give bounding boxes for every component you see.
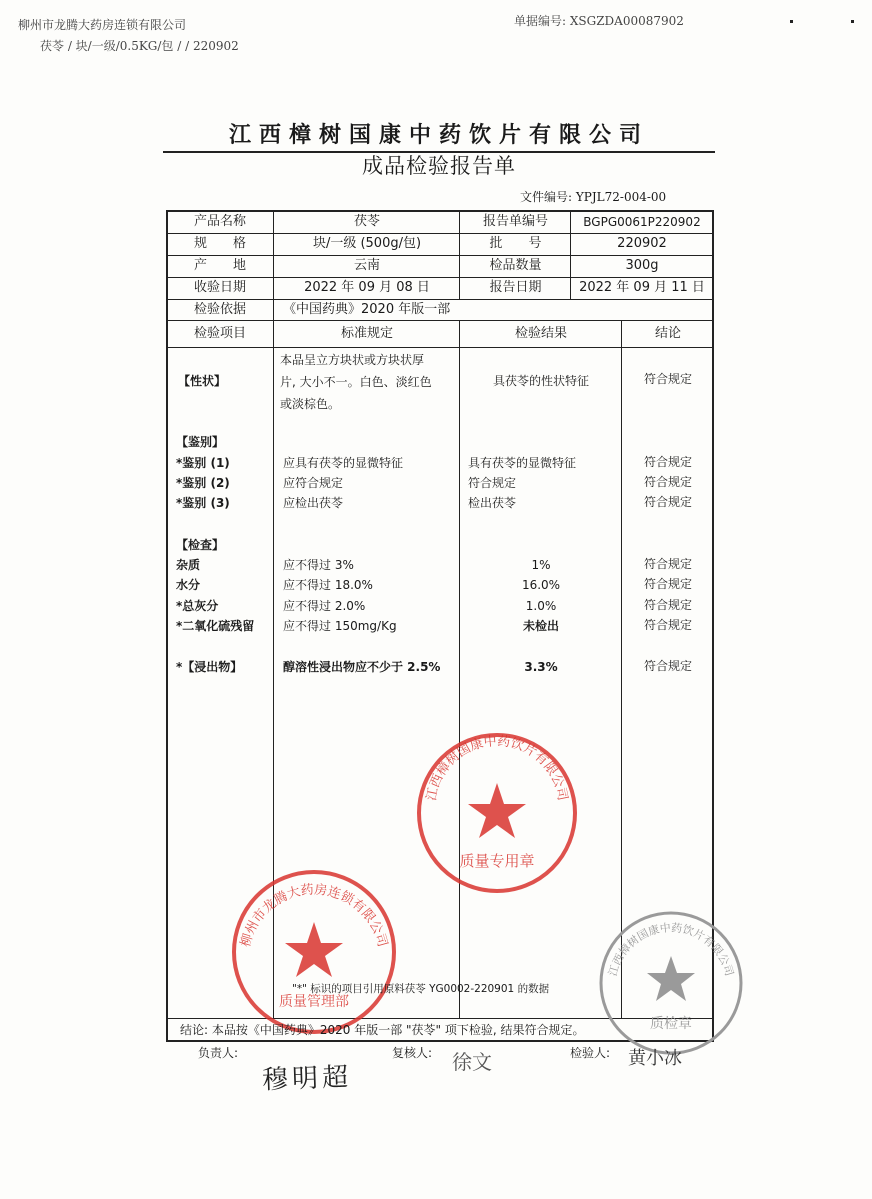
quantity-label: 检品数量 [489, 258, 542, 273]
table-row-standard: 醇溶性浸出物应不少于 2.5% [283, 660, 441, 674]
conclusion-text: 结论: 本品按《中国药典》2020 年版一部 "茯苓" 项下检验, 结果符合规定。 [180, 1023, 585, 1037]
report-date-label: 报告日期 [489, 280, 542, 295]
document-number: 单据编号: XSGZDA00087902 [514, 14, 684, 28]
table-row-conclusion: 符合规定 [643, 495, 692, 509]
table-row-conclusion: 符合规定 [643, 475, 692, 489]
origin-label: 产 地 [193, 258, 246, 273]
table-row-standard: 应不得过 150mg/Kg [283, 619, 397, 633]
report-title: 成品检验报告单 [362, 154, 516, 178]
table-row-result: 具有茯苓的显微特征 [468, 456, 577, 470]
inspection-seal [596, 908, 746, 1058]
column-header-item: 检验项目 [193, 326, 246, 341]
batch-value: 220902 [617, 236, 667, 251]
quality-seal [412, 728, 582, 898]
inspector-signature: 黄小冰 [628, 1048, 682, 1069]
table-row-conclusion: 符合规定 [643, 455, 692, 469]
product-line: 茯苓 / 块/一级/0.5KG/包 / / 220902 [40, 39, 239, 53]
report-number-value: BGPG0061P220902 [583, 215, 701, 229]
table-row-item: *鉴别 (3) [176, 496, 230, 510]
basis-label: 检验依据 [193, 302, 246, 317]
column-header-result: 检验结果 [514, 326, 567, 341]
table-row-standard: 应符合规定 [283, 476, 344, 490]
spec-value: 块/一级 (500g/包) [312, 236, 422, 251]
table-row-result: 检出茯苓 [468, 496, 517, 510]
distributor-name: 柳州市龙腾大药房连锁有限公司 [18, 18, 187, 32]
origin-value: 云南 [353, 258, 380, 273]
product-name-label: 产品名称 [193, 214, 246, 229]
table-row-result: 具茯苓的性状特征 [492, 374, 589, 388]
table-row-conclusion: 符合规定 [643, 372, 692, 386]
table-row-standard: 应不得过 18.0% [283, 578, 373, 592]
table-row-item: 【鉴别】 [176, 435, 225, 449]
table-row-item: *总灰分 [176, 599, 219, 613]
report-date-value: 2022 年 09 月 11 日 [579, 280, 705, 295]
table-row-standard: 本品呈立方块状或方块状厚 片, 大小不一。白色、淡红色 或淡棕色。 [280, 353, 432, 411]
spec-label: 规 格 [193, 236, 246, 251]
table-row-conclusion: 符合规定 [643, 598, 692, 612]
report-number-label: 报告单编号 [482, 214, 548, 229]
receive-date-label: 收验日期 [193, 280, 246, 295]
table-row-result: 符合规定 [468, 476, 517, 490]
product-name-value: 茯苓 [353, 214, 380, 229]
table-row-standard: 应不得过 2.0% [283, 599, 366, 613]
table-row-standard: 应不得过 3% [283, 558, 354, 572]
table-row-item: 水分 [176, 578, 201, 592]
table-row-item: *鉴别 (2) [176, 476, 230, 490]
table-row-result: 1% [531, 558, 551, 572]
table-row-item: 【检查】 [176, 538, 225, 552]
table-row-item: 【性状】 [178, 374, 227, 388]
company-name: 江西樟树国康中药饮片有限公司 [163, 118, 715, 153]
basis-value: 《中国药典》2020 年版一部 [283, 302, 451, 317]
table-row-item: *鉴别 (1) [176, 456, 230, 470]
svg-text:江西樟树国康中药饮片有限公司: 江西樟树国康中药饮片有限公司 [606, 921, 736, 978]
table-row-item: *二氧化硫残留 [176, 619, 255, 633]
scan-mark [790, 20, 793, 23]
table-row-conclusion: 符合规定 [643, 659, 692, 673]
svg-text:质检章: 质检章 [650, 1016, 692, 1032]
svg-text:质量管理部: 质量管理部 [279, 994, 349, 1010]
table-row-result: 16.0% [521, 578, 561, 592]
table-row-standard: 应具有茯苓的显微特征 [283, 456, 404, 470]
column-header-conclusion: 结论 [654, 326, 681, 341]
table-row-result: 1.0% [525, 599, 557, 613]
column-header-standard: 标准规定 [340, 326, 393, 341]
reference-note: "*" 标识的项目引用原料茯苓 YG0002-220901 的数据 [292, 983, 550, 995]
scan-mark [851, 20, 854, 23]
table-row-standard: 应检出茯苓 [283, 496, 344, 510]
pharmacy-seal [228, 866, 400, 1038]
receive-date-value: 2022 年 09 月 08 日 [304, 280, 430, 295]
batch-label: 批 号 [489, 236, 542, 251]
table-row-result: 未检出 [522, 619, 559, 633]
table-row-conclusion: 符合规定 [643, 557, 692, 571]
table-row-result: 3.3% [524, 660, 558, 674]
reviewer-label: 复核人: [392, 1046, 433, 1060]
table-row-item: *【浸出物】 [176, 660, 243, 674]
file-number: 文件编号: YPJL72-004-00 [520, 190, 667, 204]
svg-text:柳州市龙腾大药房连锁有限公司: 柳州市龙腾大药房连锁有限公司 [238, 882, 390, 949]
inspector-label: 检验人: [570, 1046, 611, 1060]
responsible-label: 负责人: [198, 1046, 239, 1060]
responsible-signature: 穆明超 [261, 1062, 353, 1096]
svg-text:质量专用章: 质量专用章 [459, 852, 535, 870]
svg-text:江西樟树国康中药饮片有限公司: 江西樟树国康中药饮片有限公司 [424, 734, 570, 803]
table-row-conclusion: 符合规定 [643, 577, 692, 591]
reviewer-signature: 徐文 [452, 1050, 492, 1074]
quantity-value: 300g [625, 258, 659, 273]
table-row-item: 杂质 [176, 558, 201, 572]
table-row-conclusion: 符合规定 [643, 618, 692, 632]
